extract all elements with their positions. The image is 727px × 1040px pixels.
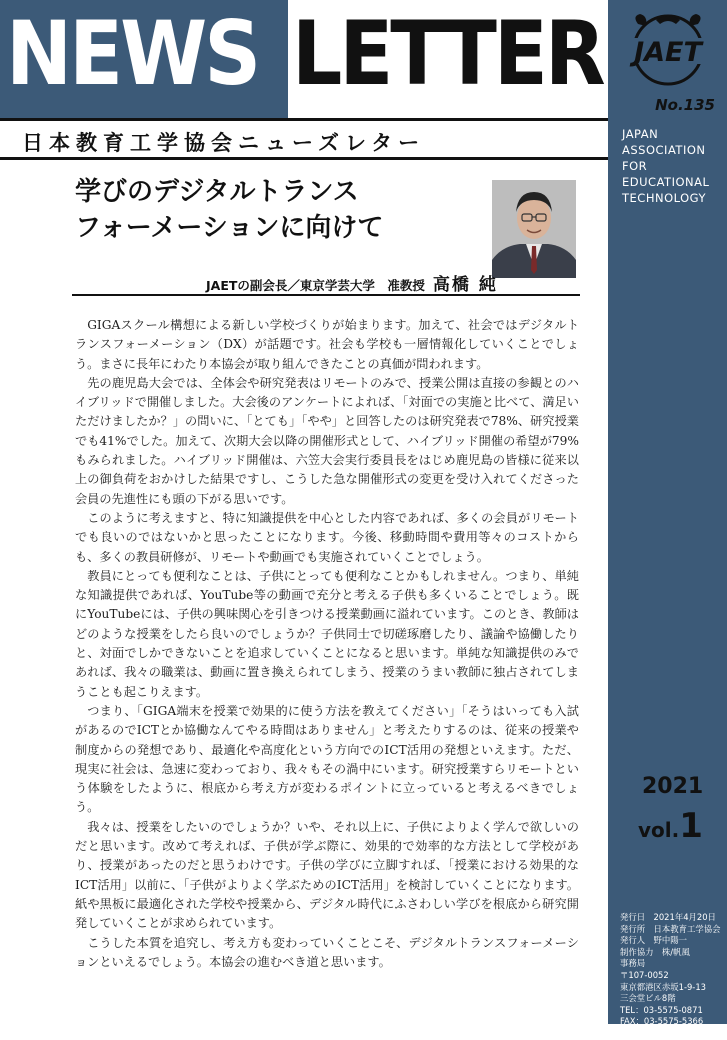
author-portrait-image (492, 180, 576, 278)
body-paragraph: つまり、「GIGA端末を授業で効果的に使う方法を教えてください」「そうはいっても入試があるのでICTとか協働なんてやる時間はありません」と考えたりするのは、従来の授業や制度からの発想であり、最適化や高度化という方向でのICT活用の発想といえます。ただ、現実に社会は、急速に変わっており、我々もその渦中にいます。研究授業すらリモートという体験をしたように、根底から考え方が変わるポイントに立っていると考えるべきでしょう。 (75, 703, 579, 815)
jaet-logo (618, 10, 718, 88)
author-affiliation: JAETの副会長／東京学芸大学 准教授 (206, 278, 425, 293)
subtitle-bar (0, 118, 608, 160)
issue-number: No.135 (655, 96, 715, 114)
colophon-line: http://www.jaet.jp/ (620, 1027, 698, 1038)
author-photo (492, 180, 576, 278)
author-byline (206, 270, 498, 295)
masthead-news-panel (0, 0, 288, 118)
colophon-line: 三会堂ビル8階 (620, 993, 676, 1004)
colophon-line: TEL：03-5575-0871 (620, 1004, 703, 1015)
colophon-line: 事務局 (620, 958, 646, 969)
masthead-news-word: NEWS (6, 2, 259, 106)
colophon-line: 〒107-0052 (620, 969, 669, 980)
volume-prefix: vol. (638, 818, 680, 842)
masthead-letter-word: LETTER (292, 2, 603, 106)
body-paragraph: 我々は、授業をしたいのでしょうか？いや、それ以上に、子供によりよく学んで欲しいのだと思います。改めて考えれば、子供が学ぶ際に、効果的で効率的な方法として学校があり、授業があったのだと思うわけです。子供の学びに立脚すれば、「授業における効果的なICT活用」以前に、「子供がよりよく学ぶためのICT活用」を検討していくことになります。紙や黒板に最適化された学校や授業から、デジタル時代にふさわしい学びを根底から研究開発していくことが求められています。 (75, 819, 579, 931)
sidebar (608, 118, 727, 1038)
colophon-line: 発行人 野中陽一 (620, 935, 687, 946)
body-paragraph: 教員にとっても便利なことは、子供にとっても便利なことかもしれません。つまり、単純な知識提供であれば、YouTube等の動画で充分と考える子供も多くいることでしょう。既にYouTubeには、子供の興味関心を引きつける授業動画に溢れています。このとき、教師はどのような授業をしたら良いのでしょうか？子供同士で切磋琢磨したり、議論や協働したりと、対面でしかできないことを追求していくことになると思います。単純な知識提供のみであれば、我々の職業は、動画に置き換えられてしまう、授業のうまい教師に独占されてしまうことも起こりえます。 (75, 568, 579, 699)
association-name (622, 126, 709, 206)
body-paragraph: このように考えますと、特に知識提供を中心とした内容であれば、多くの会員がリモートでも良いのではないかと思ったことになります。今後、移動時間や費用等々のコストからも、多くの教員研修が、リモートや動画でも実施されていくことでしょう。 (75, 510, 579, 564)
colophon (620, 912, 721, 1040)
article-title-line: フォーメーションに向けて (75, 213, 384, 243)
colophon-line: FAX：03-5575-5366 (620, 1016, 704, 1027)
body-paragraph: こうした本質を追究し、考え方も変わっていくことこそ、デジタルトランスフォーメーションといえるでしょう。本協会の進むべき道と思います。 (75, 935, 579, 969)
colophon-line: 発行所 日本教育工学協会 (620, 923, 721, 934)
association-line: JAPAN (622, 127, 659, 141)
publication-year: 2021 (642, 774, 704, 799)
volume-label (638, 806, 703, 846)
jaet-logo-text: JAET (634, 37, 702, 68)
colophon-line: 東京都港区赤坂1-9-13 (620, 981, 706, 992)
colophon-line: 制作協力 株/帆風 (620, 946, 690, 957)
masthead-letter-panel (288, 0, 608, 118)
author-name: 高橋 純 (432, 275, 498, 295)
heading-divider (72, 294, 580, 296)
association-line: EDUCATIONAL (622, 175, 710, 189)
colophon-line: 発行日 2021年4月20日 (620, 912, 716, 922)
volume-number: 1 (679, 806, 703, 846)
body-paragraph: 先の鹿児島大会では、全体会や研究発表はリモートのみで、授業公開は直接の参観とのハイブリッドで開催しました。大会後のアンケートによれば、「対面での実施と比べて、満足いただけましたか？」の問いに、「とても」「やや」と回答したのは研究発表で78%、研究授業でも41%でした。加えて、次期大会以降の開催形式として、ハイブリッド開催の希望が79%もみられました。ハイブリッド開催は、六笠大会実行委員長をはじめ鹿児島の皆様に従来以上の御負荷をおかけした結果ですし、こうした急な開催形式の変更を受け入れてくださった会員の先進性にも頭の下がる思いです。 (75, 375, 579, 506)
association-line: TECHNOLOGY (622, 191, 707, 205)
masthead-logo-panel (608, 0, 727, 118)
newsletter-subtitle: 日本教育工学協会ニューズレター (22, 131, 426, 155)
association-line: ASSOCIATION (622, 143, 706, 157)
association-line: FOR (622, 159, 648, 173)
body-paragraph: GIGAスクール構想による新しい学校づくりが始まります。加えて、社会ではデジタルトランスフォーメーション（DX）が話題です。社会も学校も一層情報化していくことでしょう。まさに長年にわたり本協会が取り組んできたことの真価が問われます。 (75, 318, 579, 371)
article-title (75, 174, 383, 246)
article-body (75, 316, 579, 972)
article-title-line: 学びのデジタルトランス (75, 177, 359, 207)
